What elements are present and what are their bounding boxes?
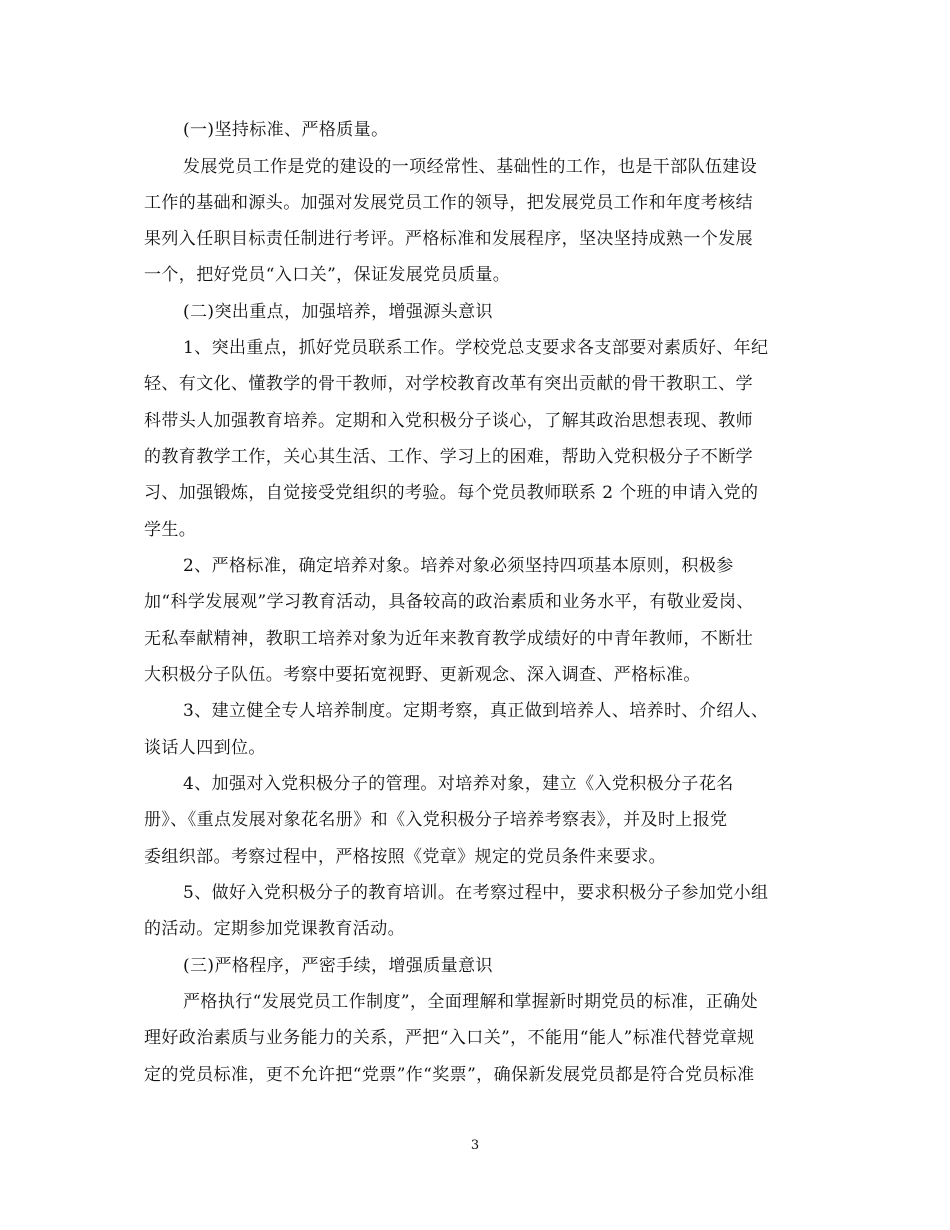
heading-line: (一)坚持标准、严格质量。 [183, 120, 389, 140]
paragraph-line: 1、突出重点，抓好党员联系工作。学校党总支要求各支部要对素质好、年纪 [183, 338, 769, 358]
paragraph-line: 委组织部。考察过程中，严格按照《党章》规定的党员条件来要求。 [144, 847, 666, 867]
paragraph-line: 发展党员工作是党的建设的一项经常性、基础性的工作，也是干部队伍建设 [183, 157, 758, 177]
paragraph-line: 理好政治素质与业务能力的关系，严把“入口关”，不能用“能人”标准代替党章规 [144, 1028, 755, 1048]
paragraph-line: 严格执行“发展党员工作制度”，全面理解和掌握新时期党员的标准，正确处 [183, 992, 758, 1012]
paragraph-line: 谈话人四到位。 [144, 738, 266, 758]
paragraph-line: 工作的基础和源头。加强对发展党员工作的领导，把发展党员工作和年度考核结 [144, 193, 753, 213]
paragraph-line: 2、严格标准，确定培养对象。培养对象必须坚持四项基本原则，积极参 [183, 556, 734, 576]
paragraph-line: 册》、《重点发展对象花名册》和《入党积极分子培养考察表》，并及时上报党 [144, 810, 728, 830]
paragraph-line: 果列入任职目标责任制进行考评。严格标准和发展程序，坚决坚持成熟一个发展 [144, 229, 753, 249]
heading-line: (三)严格程序，严密手续，增强质量意识 [183, 956, 493, 976]
paragraph-line: 定的党员标准，更不允许把“党票”作“奖票”，确保新发展党员都是符合党员标准 [144, 1065, 755, 1085]
heading-line: (二)突出重点，加强培养，增强源头意识 [183, 302, 493, 322]
paragraph-line: 科带头人加强教育培养。定期和入党积极分子谈心，了解其政治思想表现、教师 [144, 411, 753, 431]
paragraph-line: 无私奉献精神，教职工培养对象为近年来教育教学成绩好的中青年教师，不断壮 [144, 629, 753, 649]
paragraph-line: 轻、有文化、懂教学的骨干教师，对学校教育改革有突出贡献的骨干教职工、学 [144, 374, 753, 394]
page-number: 3 [470, 1138, 480, 1153]
paragraph-line: 加“科学发展观”学习教育活动，具备较高的政治素质和业务水平，有敬业爱岗、 [144, 592, 754, 612]
paragraph-line: 的活动。定期参加党课教育活动。 [144, 919, 405, 939]
paragraph-line: 大积极分子队伍。考察中要拓宽视野、更新观念、深入调查、严格标准。 [144, 665, 701, 685]
paragraph-line: 的教育教学工作，关心其生活、工作、学习上的困难，帮助入党积极分子不断学 [144, 447, 753, 467]
paragraph-line: 5、做好入党积极分子的教育培训。在考察过程中，要求积极分子参加党小组 [183, 883, 769, 903]
paragraph-line: 一个，把好党员“入口关”，保证发展党员质量。 [144, 265, 511, 285]
paragraph-line: 习、加强锻炼，自觉接受党组织的考验。每个党员教师联系 2 个班的申请入党的 [144, 483, 759, 503]
paragraph-line: 4、加强对入党积极分子的管理。对培养对象，建立《入党积极分子花名 [183, 774, 734, 794]
paragraph-line: 学生。 [144, 520, 197, 540]
paragraph-line: 3、建立健全专人培养制度。定期考察，真正做到培养人、培养时、介绍人、 [183, 701, 769, 721]
